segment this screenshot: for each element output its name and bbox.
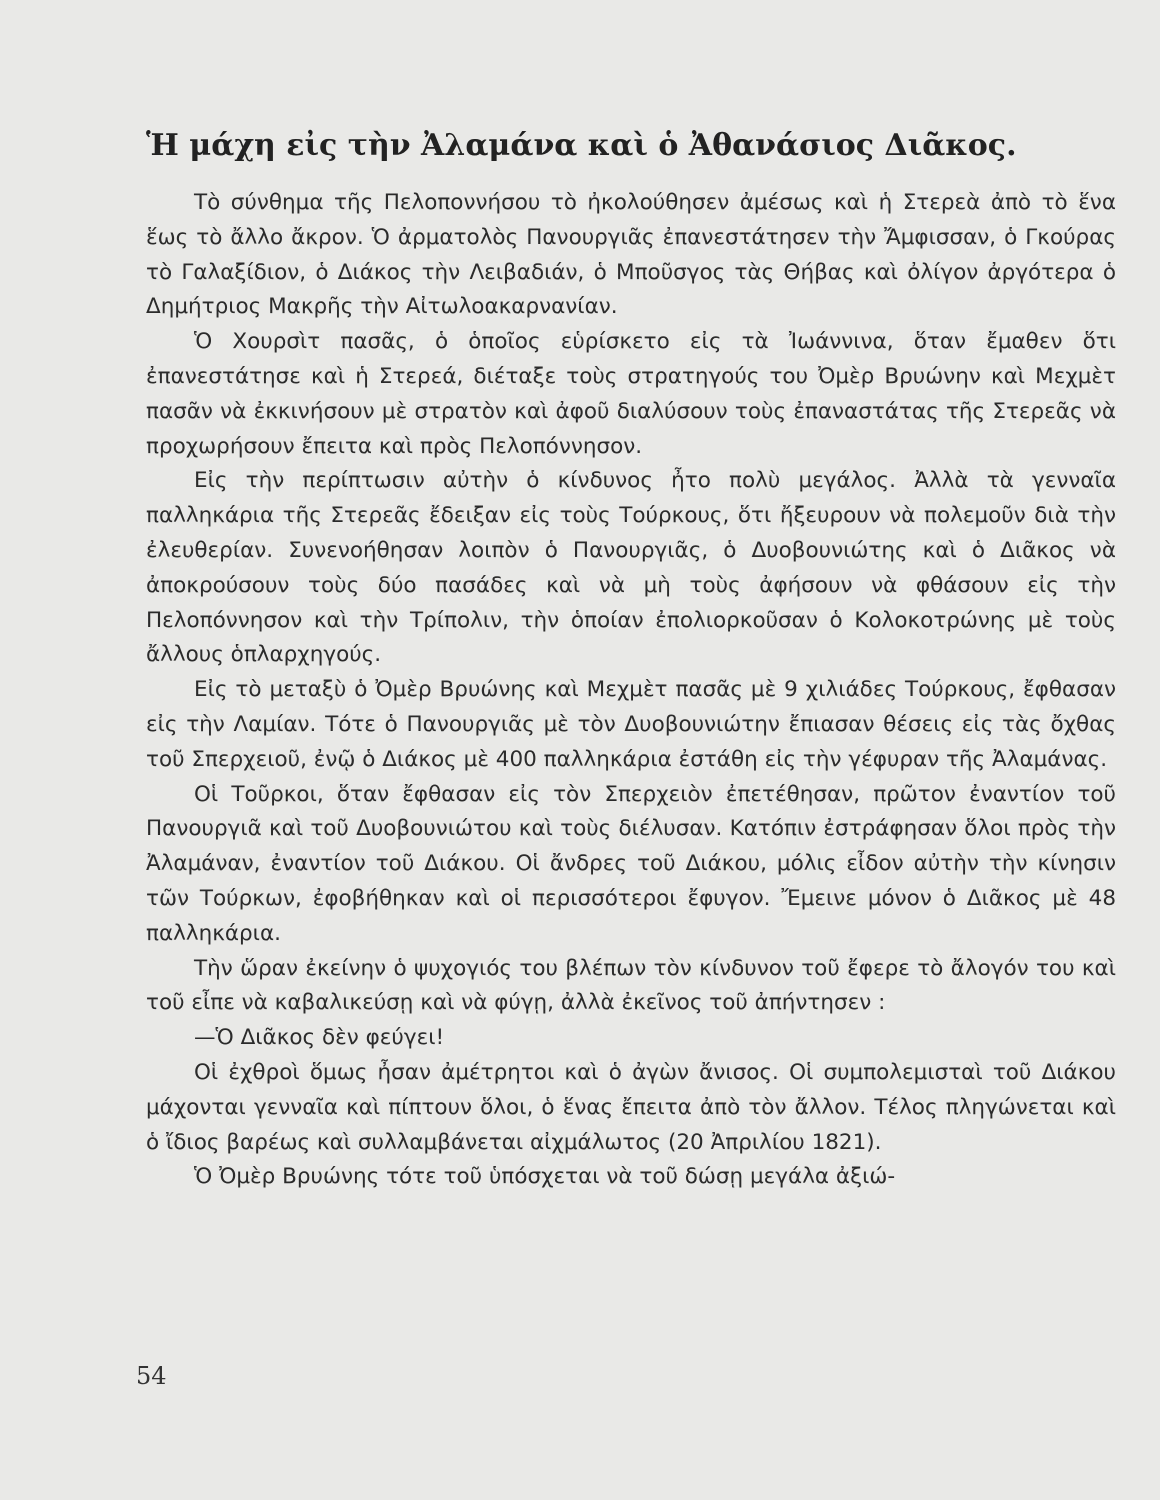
paragraph: Ὁ Ὀμὲρ Βρυώνης τότε τοῦ ὑπόσχεται νὰ τοῦ δώσῃ μεγάλα ἀξιώ- bbox=[194, 1164, 896, 1190]
paragraph: Τὴν ὥραν ἐκείνην ὁ ψυχογιός του βλέπων τὸν κίνδυνον τοῦ ἔφερε τὸ ἄλογόν του καὶ τοῦ εἶπε νὰ καβαλικεύσῃ καὶ νὰ φύγῃ, ἀλλὰ ἐκεῖνος τοῦ ἀπήντησεν : bbox=[146, 955, 1116, 1016]
page-title: Ἡ μάχη εἰς τὴν Ἀλαμάνα καὶ ὁ Ἀθανάσιος Διᾶκος. bbox=[146, 128, 1017, 163]
paragraph: Ὁ Χουρσὶτ πασᾶς, ὁ ὁποῖος εὑρίσκετο εἰς τὰ Ἰωάννινα, ὅταν ἔμαθεν ὅτι ἐπανεστάτησε καὶ ἡ Στερεά, διέταξε τοὺς στρατηγούς του Ὀμὲρ Βρυώνην καὶ Μεχμὲτ πασᾶν νὰ ἐκκινήσουν μὲ στρατὸν καὶ ἀφοῦ διαλύσουν τοὺς ἐπαναστάτας τῆς Στερεᾶς νὰ προχωρήσουν ἔπειτα καὶ πρὸς Πελοπόννησον. bbox=[146, 329, 1116, 459]
paragraph: Εἰς τὸ μεταξὺ ὁ Ὀμὲρ Βρυώνης καὶ Μεχμὲτ πασᾶς μὲ 9 χιλιάδες Τούρκους, ἔφθασαν εἰς τὴν Λαμίαν. Τότε ὁ Πανουργιᾶς μὲ τὸν Δυοβουνιώτην ἔπιασαν θέσεις εἰς τὰς ὄχθας τοῦ Σπερχειοῦ, ἐνῷ ὁ Διάκος μὲ 400 παλληκάρια ἐστάθη εἰς τὴν γέφυραν τῆς Ἀλαμάνας. bbox=[146, 677, 1116, 772]
paragraph: Οἱ ἐχθροὶ ὅμως ἦσαν ἀμέτρητοι καὶ ὁ ἀγὼν ἄνισος. Οἱ συμπολεμισταὶ τοῦ Διάκου μάχονται γενναῖα καὶ πίπτουν ὅλοι, ὁ ἕνας ἔπειτα ἀπὸ τὸν ἄλλον. Τέλος πληγώνεται καὶ ὁ ἴδιος βαρέως καὶ συλλαμβάνεται αἰχμάλωτος (20 Ἀπριλίου 1821). bbox=[146, 1059, 1116, 1155]
paragraph: Εἰς τὴν περίπτωσιν αὐτὴν ὁ κίνδυνος ἦτο πολὺ μεγάλος. Ἀλλὰ τὰ γενναῖα παλληκάρια τῆς Στερεᾶς ἔδειξαν εἰς τοὺς Τούρκους, ὅτι ἤξευρουν νὰ πολεμοῦν διὰ τὴν ἐλευθερίαν. Συνενοήθησαν λοιπὸν ὁ Πανουργιᾶς, ὁ Δυοβουνιώτης καὶ ὁ Διᾶκος νὰ ἀποκρούσουν τοὺς δύο πασάδες καὶ νὰ μὴ τοὺς ἀφήσουν νὰ φθάσουν εἰς τὴν Πελοπόννησον καὶ τὴν Τρίπολιν, τὴν ὁποίαν ἐπολιορκοῦσαν ὁ Κολοκοτρώνης μὲ τοὺς ἄλλους ὁπλαρχηγούς. bbox=[146, 468, 1116, 668]
dialogue-line: —Ὁ Διᾶκος δὲν φεύγει! bbox=[194, 1025, 445, 1051]
paragraph: Τὸ σύνθημα τῆς Πελοποννήσου τὸ ἠκολούθησεν ἀμέσως καὶ ἡ Στερεὰ ἀπὸ τὸ ἕνα ἕως τὸ ἄλλο ἄκρον. Ὁ ἀρματολὸς Πανουργιᾶς ἐπανεστάτησεν τὴν Ἄμφισσαν, ὁ Γκούρας τὸ Γαλαξίδιον, ὁ Διάκος τὴν Λειβαδιάν, ὁ Μποῦσγος τὰς Θήβας καὶ ὀλίγον ἀργότερα ὁ Δημήτριος Μακρῆς τὴν Αἰτωλοακαρνανίαν. bbox=[146, 190, 1116, 320]
page-number: 54 bbox=[136, 1362, 167, 1390]
paragraph: Οἱ Τοῦρκοι, ὅταν ἔφθασαν εἰς τὸν Σπερχειὸν ἐπετέθησαν, πρῶτον ἐναντίον τοῦ Πανουργιᾶ καὶ τοῦ Δυοβουνιώτου καὶ τοὺς διέλυσαν. Κατόπιν ἐστράφησαν ὅλοι πρὸς τὴν Ἀλαμάναν, ἐναντίον τοῦ Διάκου. Οἱ ἄνδρες τοῦ Διάκου, μόλις εἶδον αὐτὴν τὴν κίνησιν τῶν Τούρκων, ἐφοβήθηκαν καὶ οἱ περισσότεροι ἔφυγον. Ἔμεινε μόνον ὁ Διᾶκος μὲ 48 παλληκάρια. bbox=[146, 781, 1116, 946]
body-text bbox=[146, 186, 1116, 1195]
